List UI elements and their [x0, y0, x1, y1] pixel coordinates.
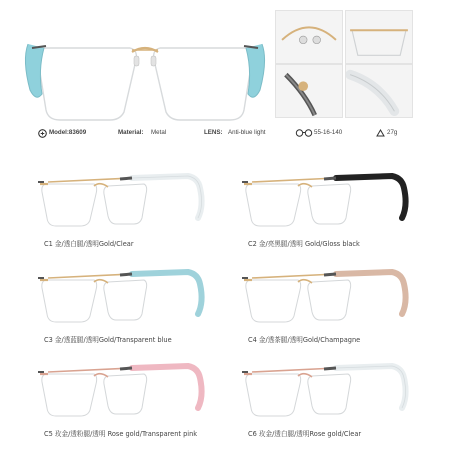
- right-lens: [104, 184, 147, 224]
- left-temple-metal: [252, 178, 336, 182]
- variant-c2-caption: C2 金/亮黑腿/透明 Gold/Gloss black: [248, 240, 360, 248]
- right-lens: [308, 280, 351, 320]
- weight-icon: [376, 129, 385, 139]
- spec-bar: [38, 127, 438, 139]
- left-temple-tip-outline: [132, 176, 202, 218]
- left-temple-tip: [132, 366, 202, 408]
- variant-c3-glasses: [28, 262, 228, 332]
- left-temple-tip: [336, 366, 406, 408]
- left-temple-tip: [336, 176, 406, 218]
- hero-glasses-image: [20, 20, 270, 130]
- detail-thumb-hinge: [275, 64, 343, 118]
- left-lens: [42, 280, 97, 322]
- variant-c6-caption: C6 玫金/透白腿/透明Rose gold/Clear: [248, 430, 362, 438]
- variant-c1-caption: C1 金/透白腿/透明Gold/Clear: [44, 240, 134, 248]
- variant-c4-caption: C4 金/透茶腿/透明Gold/Champagne: [248, 336, 361, 344]
- left-temple-metal: [48, 368, 132, 372]
- left-temple-tip-outline: [132, 366, 202, 408]
- variant-c3: [28, 262, 228, 352]
- variant-c5: [28, 356, 228, 446]
- spec-material-label: Material:: [118, 129, 144, 136]
- spec-size: 55-16-140: [314, 129, 343, 136]
- left-lens: [246, 374, 301, 416]
- left-temple-tip: [132, 176, 202, 218]
- left-temple-tip-outline: [336, 366, 406, 408]
- variant-c2-glasses: [232, 166, 432, 236]
- variant-c2: [232, 166, 432, 256]
- variant-c4: [232, 262, 432, 352]
- right-lens: [104, 280, 147, 320]
- variant-c6: [232, 356, 432, 446]
- left-temple-tip: [132, 272, 202, 314]
- spec-lens-label: LENS:: [204, 129, 223, 136]
- right-lens: [104, 374, 147, 414]
- spec-material-value: Metal: [151, 129, 167, 136]
- variant-c1-glasses: [28, 166, 228, 236]
- temple-hinge: [324, 178, 336, 179]
- temple-hinge: [324, 274, 336, 275]
- left-temple-metal: [48, 178, 132, 182]
- left-temple-tip-outline: [336, 176, 406, 218]
- spec-lens-value: Anti-blue light: [228, 129, 266, 136]
- variant-c5-caption: C5 玫金/透粉腿/透明 Rose gold/Transparent pink: [44, 430, 198, 438]
- left-temple-metal: [48, 274, 132, 278]
- detail-thumb-temple: [345, 64, 413, 118]
- temple-hinge: [324, 368, 336, 369]
- variant-c3-caption: C3 金/透蓝腿/透明Gold/Transparent blue: [44, 336, 172, 344]
- variant-c5-glasses: [28, 356, 228, 426]
- variant-c6-glasses: [232, 356, 432, 426]
- left-lens: [42, 184, 97, 226]
- left-temple-tip-outline: [132, 272, 202, 314]
- left-lens: [246, 280, 301, 322]
- spec-model: Model:83609: [49, 129, 87, 136]
- left-temple-tip: [336, 272, 406, 314]
- detail-thumb-frame: [345, 10, 413, 64]
- left-temple-tip-outline: [336, 272, 406, 314]
- right-lens: [308, 374, 351, 414]
- variant-c1: [28, 166, 228, 256]
- right-lens: [308, 184, 351, 224]
- left-temple-metal: [252, 368, 336, 372]
- temple-hinge: [120, 368, 132, 369]
- left-lens: [42, 374, 97, 416]
- glasses-size-icon: [295, 129, 313, 139]
- left-lens: [246, 184, 301, 226]
- hero-glasses-drawing: [20, 20, 270, 130]
- spec-weight: 27g: [387, 129, 398, 136]
- variant-c4-glasses: [232, 262, 432, 332]
- temple-hinge: [120, 274, 132, 275]
- logo-icon: [38, 129, 47, 140]
- detail-thumb-nosepads: [275, 10, 343, 64]
- temple-hinge: [120, 178, 132, 179]
- left-temple-metal: [252, 274, 336, 278]
